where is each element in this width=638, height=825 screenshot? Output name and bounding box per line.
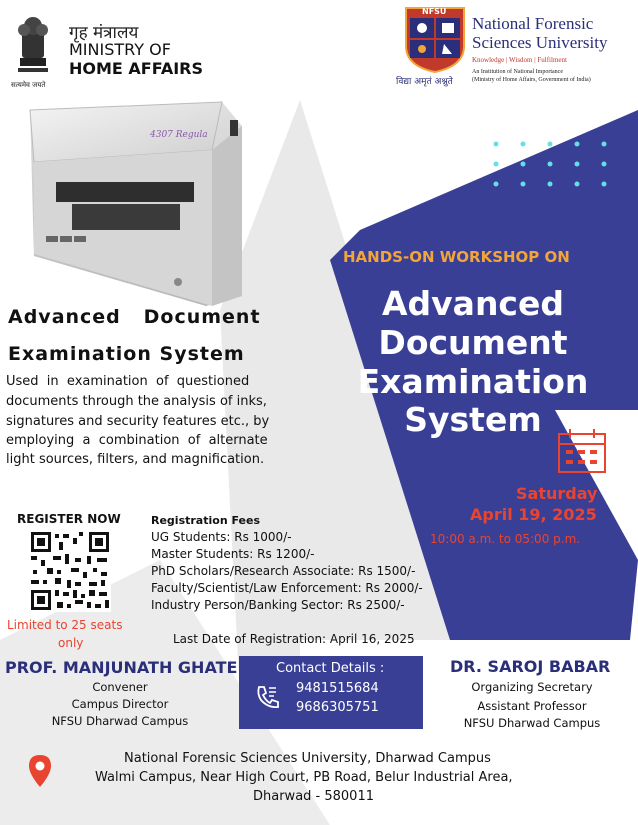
calendar-icon [556,428,608,474]
description-line: Used in examination of questioned [6,374,250,389]
secretary-campus: NFSU Dharwad Campus [463,716,601,730]
fees-title: Registration Fees [151,514,261,527]
event-time: 10:00 a.m. to 05:00 p.m. [430,532,581,546]
nfsu-hindi-motto: विद्या अमृतं अश्नुते [396,77,453,87]
seat-limit-line2: only [58,636,84,650]
left-title-line2: Examination System [8,343,245,365]
workshop-label: HANDS-ON WORKSHOP ON [343,248,570,266]
device-label: 4307 Regula [150,130,208,140]
nfsu-name-line1: National Forensic [472,14,594,33]
nfsu-subtitle-1: An Institution of National Importance [472,69,563,75]
address-line3: Dharwad - 580011 [253,789,374,804]
qr-code-icon[interactable] [29,530,111,612]
convener-name: PROF. MANJUNATH GHATE [5,658,238,677]
description-line: signatures and security features etc., by [6,414,270,429]
workshop-title-line: System [404,400,542,439]
emblem-motto: सत्यमेव जयते [11,81,46,89]
secretary-name: DR. SAROJ BABAR [450,657,611,676]
convener-campus: NFSU Dharwad Campus [51,714,189,728]
contact-title: Contact Details : [276,661,385,676]
workshop-title-line: Document [378,323,568,362]
description-line: documents through the analysis of inks, [6,394,267,409]
event-day: Saturday [516,484,598,503]
nfsu-name-line2: Sciences University [472,33,608,52]
fee-item: PhD Scholars/Research Associate: Rs 1500/- [151,564,416,578]
phone-number-1[interactable]: 9481515684 [296,681,379,696]
convener-role: Campus Director [71,697,169,711]
description-line: employing a combination of alternate [6,433,268,448]
fee-item: UG Students: Rs 1000/- [151,530,292,544]
phone-icon [254,684,280,710]
nfsu-logo-text: NFSU [422,7,447,16]
phone-number-2[interactable]: 9686305751 [296,700,379,715]
nfsu-tagline: Knowledge | Wisdom | Fulfilment [472,56,567,64]
registration-deadline: Last Date of Registration: April 16, 2025 [173,632,415,646]
ministry-line2: HOME AFFAIRS [69,59,203,78]
nfsu-subtitle-2: (Ministry of Home Affairs, Government of India) [472,77,591,83]
fee-item: Master Students: Rs 1200/- [151,547,315,561]
secretary-role: Assistant Professor [477,699,587,713]
convener-role: Convener [92,680,148,694]
ministry-hindi: गृह मंत्रालय [69,23,139,43]
nfsu-shield-logo-icon [404,6,466,74]
workshop-title-line: Advanced [382,284,564,323]
register-now-label: REGISTER NOW [17,512,121,526]
fee-item: Faculty/Scientist/Law Enforcement: Rs 2000/- [151,581,423,595]
workshop-title-line: Examination [357,362,589,401]
seat-limit-line1: Limited to 25 seats [7,618,123,632]
location-pin-icon [28,754,52,788]
description-line: light sources, filters, and magnification. [6,452,265,467]
decorative-dots [492,140,612,200]
address-line2: Walmi Campus, Near High Court, PB Road, Belur Industrial Area, [95,770,513,785]
left-title-line1: Advanced Document [8,306,261,328]
address-line1: National Forensic Sciences University, Dharwad Campus [124,751,491,766]
fee-item: Industry Person/Banking Sector: Rs 2500/- [151,598,405,612]
secretary-role: Organizing Secretary [471,680,593,694]
event-date: April 19, 2025 [470,505,597,524]
ministry-line1: MINISTRY OF [69,40,171,59]
document-examination-device-icon [16,96,248,308]
emblem-icon [10,12,56,78]
